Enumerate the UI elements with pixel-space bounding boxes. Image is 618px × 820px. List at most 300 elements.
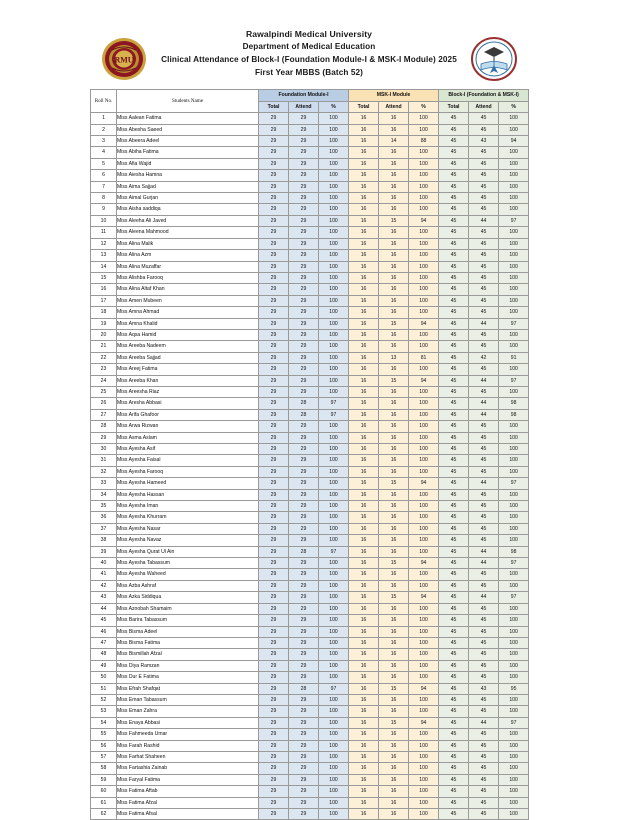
row-student-name: Miss Aimal Gurjan <box>117 193 259 204</box>
row-block-total: 45 <box>439 489 469 500</box>
attendance-table <box>90 89 529 820</box>
row-block-percent: 97 <box>499 478 529 489</box>
row-block-percent: 100 <box>499 626 529 637</box>
row-foundation-percent: 100 <box>319 250 349 261</box>
row-roll-no: 33 <box>91 478 117 489</box>
row-student-name: Miss Ayesha Nasar <box>117 523 259 534</box>
row-msk-percent: 100 <box>409 706 439 717</box>
row-foundation-total: 29 <box>259 523 289 534</box>
row-foundation-percent: 100 <box>319 489 349 500</box>
row-block-percent: 100 <box>499 466 529 477</box>
row-foundation-total: 29 <box>259 352 289 363</box>
table-row <box>91 238 529 249</box>
row-foundation-attend: 29 <box>289 729 319 740</box>
row-msk-percent: 100 <box>409 113 439 124</box>
row-block-percent: 100 <box>499 523 529 534</box>
row-foundation-total: 29 <box>259 284 289 295</box>
row-msk-total: 16 <box>349 569 379 580</box>
row-msk-attend: 16 <box>379 466 409 477</box>
row-roll-no: 28 <box>91 421 117 432</box>
row-msk-total: 16 <box>349 318 379 329</box>
row-foundation-total: 29 <box>259 660 289 671</box>
row-block-attend: 44 <box>469 478 499 489</box>
row-msk-percent: 100 <box>409 580 439 591</box>
row-msk-percent: 94 <box>409 683 439 694</box>
row-roll-no: 48 <box>91 649 117 660</box>
row-msk-total: 16 <box>349 774 379 785</box>
row-foundation-percent: 100 <box>319 786 349 797</box>
row-block-percent: 100 <box>499 124 529 135</box>
row-msk-total: 16 <box>349 421 379 432</box>
row-block-attend: 45 <box>469 637 499 648</box>
row-msk-percent: 94 <box>409 318 439 329</box>
row-foundation-percent: 100 <box>319 729 349 740</box>
row-block-attend: 45 <box>469 272 499 283</box>
row-block-percent: 97 <box>499 215 529 226</box>
row-msk-total: 16 <box>349 478 379 489</box>
row-msk-percent: 88 <box>409 136 439 147</box>
row-block-percent: 100 <box>499 238 529 249</box>
row-student-name: Miss Ayesha Hameed <box>117 478 259 489</box>
row-foundation-total: 29 <box>259 136 289 147</box>
row-student-name: Miss Fatima Aftab <box>117 786 259 797</box>
row-student-name: Miss Ayesha Qurat Ul Ain <box>117 546 259 557</box>
row-msk-attend: 16 <box>379 786 409 797</box>
table-row <box>91 626 529 637</box>
row-foundation-percent: 100 <box>319 774 349 785</box>
row-block-total: 45 <box>439 215 469 226</box>
row-block-attend: 45 <box>469 329 499 340</box>
row-foundation-attend: 29 <box>289 250 319 261</box>
row-msk-percent: 100 <box>409 398 439 409</box>
row-roll-no: 37 <box>91 523 117 534</box>
row-msk-attend: 16 <box>379 261 409 272</box>
batch-line: First Year MBBS (Batch 52) <box>254 67 363 77</box>
row-student-name: Miss Ayesha Hassan <box>117 489 259 500</box>
row-msk-attend: 16 <box>379 386 409 397</box>
dme-graduation-cap-book-logo-icon <box>468 34 520 84</box>
row-foundation-attend: 29 <box>289 660 319 671</box>
row-block-attend: 45 <box>469 809 499 820</box>
row-msk-percent: 100 <box>409 797 439 808</box>
row-msk-attend: 16 <box>379 398 409 409</box>
row-roll-no: 39 <box>91 546 117 557</box>
row-foundation-total: 29 <box>259 124 289 135</box>
row-msk-attend: 15 <box>379 215 409 226</box>
row-foundation-total: 29 <box>259 261 289 272</box>
row-msk-percent: 100 <box>409 455 439 466</box>
row-block-percent: 100 <box>499 272 529 283</box>
row-msk-attend: 16 <box>379 501 409 512</box>
row-foundation-attend: 29 <box>289 740 319 751</box>
row-block-attend: 42 <box>469 352 499 363</box>
row-block-attend: 44 <box>469 398 499 409</box>
row-student-name: Miss Amna Ahmad <box>117 307 259 318</box>
row-foundation-attend: 29 <box>289 592 319 603</box>
row-foundation-attend: 29 <box>289 797 319 808</box>
row-block-percent: 100 <box>499 603 529 614</box>
row-foundation-total: 29 <box>259 375 289 386</box>
row-msk-percent: 100 <box>409 626 439 637</box>
row-msk-percent: 100 <box>409 250 439 261</box>
row-msk-total: 16 <box>349 329 379 340</box>
table-row <box>91 158 529 169</box>
row-msk-total: 16 <box>349 729 379 740</box>
row-foundation-attend: 29 <box>289 717 319 728</box>
row-block-attend: 45 <box>469 204 499 215</box>
row-msk-attend: 16 <box>379 615 409 626</box>
row-msk-total: 16 <box>349 786 379 797</box>
row-msk-total: 16 <box>349 295 379 306</box>
row-foundation-total: 29 <box>259 215 289 226</box>
row-block-total: 45 <box>439 307 469 318</box>
row-foundation-percent: 100 <box>319 444 349 455</box>
row-foundation-total: 29 <box>259 238 289 249</box>
row-block-attend: 43 <box>469 136 499 147</box>
row-msk-percent: 100 <box>409 637 439 648</box>
row-msk-percent: 100 <box>409 546 439 557</box>
row-block-total: 45 <box>439 615 469 626</box>
row-block-total: 45 <box>439 341 469 352</box>
row-msk-total: 16 <box>349 649 379 660</box>
row-foundation-total: 29 <box>259 307 289 318</box>
row-block-total: 45 <box>439 318 469 329</box>
row-foundation-percent: 100 <box>319 215 349 226</box>
row-block-percent: 100 <box>499 729 529 740</box>
row-foundation-percent: 100 <box>319 512 349 523</box>
row-block-percent: 100 <box>499 193 529 204</box>
row-msk-attend: 16 <box>379 797 409 808</box>
table-row <box>91 569 529 580</box>
row-foundation-percent: 100 <box>319 569 349 580</box>
row-msk-percent: 100 <box>409 660 439 671</box>
row-roll-no: 62 <box>91 809 117 820</box>
row-foundation-total: 29 <box>259 272 289 283</box>
row-block-total: 45 <box>439 193 469 204</box>
row-msk-percent: 100 <box>409 181 439 192</box>
row-foundation-attend: 29 <box>289 501 319 512</box>
row-msk-total: 16 <box>349 261 379 272</box>
row-foundation-total: 29 <box>259 113 289 124</box>
row-foundation-percent: 100 <box>319 706 349 717</box>
row-msk-attend: 16 <box>379 603 409 614</box>
row-foundation-total: 29 <box>259 398 289 409</box>
row-roll-no: 47 <box>91 637 117 648</box>
row-msk-attend: 16 <box>379 512 409 523</box>
row-roll-no: 31 <box>91 455 117 466</box>
row-roll-no: 45 <box>91 615 117 626</box>
row-foundation-percent: 100 <box>319 455 349 466</box>
table-row <box>91 729 529 740</box>
row-foundation-total: 29 <box>259 341 289 352</box>
row-msk-percent: 100 <box>409 763 439 774</box>
table-row <box>91 649 529 660</box>
row-msk-attend: 16 <box>379 147 409 158</box>
table-row <box>91 558 529 569</box>
row-foundation-percent: 100 <box>319 341 349 352</box>
row-student-name: Miss Areej Fatima <box>117 364 259 375</box>
row-student-name: Miss Azoobah Shamaim <box>117 603 259 614</box>
row-block-attend: 45 <box>469 615 499 626</box>
organization-name: Rawalpindi Medical University <box>245 29 373 39</box>
row-msk-attend: 16 <box>379 238 409 249</box>
row-block-total: 45 <box>439 706 469 717</box>
row-msk-attend: 16 <box>379 204 409 215</box>
row-block-total: 45 <box>439 729 469 740</box>
row-foundation-percent: 100 <box>319 580 349 591</box>
row-student-name: Miss Fatima Afsal <box>117 809 259 820</box>
row-student-name: Miss Areeba Nadeem <box>117 341 259 352</box>
row-foundation-percent: 100 <box>319 307 349 318</box>
table-row <box>91 170 529 181</box>
row-msk-percent: 100 <box>409 466 439 477</box>
row-block-percent: 97 <box>499 558 529 569</box>
row-foundation-percent: 97 <box>319 398 349 409</box>
row-foundation-attend: 29 <box>289 204 319 215</box>
row-foundation-attend: 28 <box>289 683 319 694</box>
row-student-name: Miss Faryal Fatima <box>117 774 259 785</box>
row-foundation-attend: 29 <box>289 421 319 432</box>
row-block-percent: 100 <box>499 261 529 272</box>
row-foundation-total: 29 <box>259 250 289 261</box>
row-foundation-percent: 97 <box>319 683 349 694</box>
row-foundation-attend: 29 <box>289 809 319 820</box>
row-foundation-attend: 29 <box>289 786 319 797</box>
row-foundation-percent: 100 <box>319 352 349 363</box>
row-roll-no: 30 <box>91 444 117 455</box>
row-foundation-total: 29 <box>259 786 289 797</box>
row-block-percent: 95 <box>499 683 529 694</box>
row-msk-total: 16 <box>349 512 379 523</box>
row-foundation-total: 29 <box>259 295 289 306</box>
table-row <box>91 683 529 694</box>
row-msk-total: 16 <box>349 284 379 295</box>
row-foundation-total: 29 <box>259 626 289 637</box>
row-block-attend: 45 <box>469 124 499 135</box>
row-msk-percent: 100 <box>409 124 439 135</box>
row-block-total: 45 <box>439 284 469 295</box>
table-row <box>91 592 529 603</box>
row-msk-total: 16 <box>349 660 379 671</box>
row-student-name: Miss Azka Siddiqua <box>117 592 259 603</box>
row-roll-no: 1 <box>91 113 117 124</box>
row-msk-attend: 16 <box>379 295 409 306</box>
row-msk-percent: 100 <box>409 341 439 352</box>
row-roll-no: 24 <box>91 375 117 386</box>
row-msk-total: 16 <box>349 227 379 238</box>
row-msk-total: 16 <box>349 136 379 147</box>
table-row <box>91 603 529 614</box>
row-msk-attend: 16 <box>379 729 409 740</box>
row-roll-no: 8 <box>91 193 117 204</box>
row-student-name: Miss Ayesha Khurram <box>117 512 259 523</box>
row-roll-no: 56 <box>91 740 117 751</box>
row-roll-no: 61 <box>91 797 117 808</box>
table-row <box>91 284 529 295</box>
row-block-attend: 45 <box>469 341 499 352</box>
row-msk-percent: 100 <box>409 523 439 534</box>
row-foundation-attend: 29 <box>289 329 319 340</box>
row-foundation-attend: 29 <box>289 147 319 158</box>
table-row <box>91 272 529 283</box>
row-student-name: Miss Amna Khalid <box>117 318 259 329</box>
table-row <box>91 501 529 512</box>
row-block-percent: 100 <box>499 147 529 158</box>
table-row <box>91 307 529 318</box>
row-block-percent: 94 <box>499 136 529 147</box>
row-msk-attend: 16 <box>379 307 409 318</box>
row-block-attend: 44 <box>469 318 499 329</box>
row-student-name: Miss Alina Muzaffar <box>117 261 259 272</box>
row-student-name: Miss Areeba Khan <box>117 375 259 386</box>
row-msk-attend: 16 <box>379 444 409 455</box>
row-student-name: Miss Bisma Adeel <box>117 626 259 637</box>
row-foundation-total: 29 <box>259 580 289 591</box>
table-row <box>91 512 529 523</box>
row-msk-attend: 16 <box>379 706 409 717</box>
row-msk-attend: 13 <box>379 352 409 363</box>
table-row <box>91 694 529 705</box>
row-roll-no: 2 <box>91 124 117 135</box>
row-block-total: 45 <box>439 592 469 603</box>
row-foundation-total: 29 <box>259 683 289 694</box>
row-msk-total: 16 <box>349 341 379 352</box>
table-row <box>91 672 529 683</box>
row-block-total: 45 <box>439 580 469 591</box>
row-foundation-percent: 100 <box>319 501 349 512</box>
row-roll-no: 44 <box>91 603 117 614</box>
row-foundation-percent: 100 <box>319 797 349 808</box>
row-msk-attend: 16 <box>379 535 409 546</box>
row-block-total: 45 <box>439 352 469 363</box>
row-foundation-percent: 100 <box>319 751 349 762</box>
row-student-name: Miss Aisha saddiqa <box>117 204 259 215</box>
row-student-name: Miss Arwa Rizwan <box>117 421 259 432</box>
row-foundation-percent: 100 <box>319 181 349 192</box>
row-block-total: 45 <box>439 672 469 683</box>
row-roll-no: 32 <box>91 466 117 477</box>
row-block-percent: 100 <box>499 672 529 683</box>
row-msk-attend: 16 <box>379 455 409 466</box>
row-msk-total: 16 <box>349 466 379 477</box>
row-student-name: Miss Diya Ramzan <box>117 660 259 671</box>
row-block-total: 45 <box>439 466 469 477</box>
row-block-percent: 100 <box>499 181 529 192</box>
row-foundation-percent: 100 <box>319 375 349 386</box>
row-foundation-percent: 97 <box>319 409 349 420</box>
row-foundation-percent: 100 <box>319 523 349 534</box>
row-student-name: Miss Aresha Abbasi <box>117 398 259 409</box>
row-foundation-percent: 100 <box>319 626 349 637</box>
row-msk-total: 16 <box>349 501 379 512</box>
row-block-total: 45 <box>439 569 469 580</box>
row-block-total: 45 <box>439 558 469 569</box>
row-block-attend: 45 <box>469 694 499 705</box>
row-roll-no: 59 <box>91 774 117 785</box>
row-block-attend: 45 <box>469 284 499 295</box>
row-foundation-percent: 100 <box>319 272 349 283</box>
row-msk-total: 16 <box>349 170 379 181</box>
row-foundation-percent: 100 <box>319 660 349 671</box>
row-msk-total: 16 <box>349 580 379 591</box>
row-msk-percent: 81 <box>409 352 439 363</box>
row-student-name: Miss Areesha Riaz <box>117 386 259 397</box>
header-msk-total: Total <box>349 101 379 112</box>
row-foundation-percent: 100 <box>319 113 349 124</box>
header-students-name: Students Name <box>117 90 259 113</box>
row-block-total: 45 <box>439 364 469 375</box>
header-group-foundation: Foundation Module-I <box>259 90 349 101</box>
row-msk-total: 16 <box>349 364 379 375</box>
row-msk-percent: 94 <box>409 717 439 728</box>
row-foundation-total: 29 <box>259 615 289 626</box>
row-student-name: Miss Abesha Saeed <box>117 124 259 135</box>
row-roll-no: 60 <box>91 786 117 797</box>
row-block-percent: 100 <box>499 501 529 512</box>
row-foundation-attend: 29 <box>289 489 319 500</box>
row-msk-total: 16 <box>349 432 379 443</box>
table-row <box>91 455 529 466</box>
row-student-name: Miss Aima Sajjad <box>117 181 259 192</box>
row-foundation-total: 29 <box>259 204 289 215</box>
row-foundation-percent: 100 <box>319 740 349 751</box>
row-msk-total: 16 <box>349 193 379 204</box>
table-head <box>91 90 529 113</box>
row-msk-percent: 100 <box>409 649 439 660</box>
row-block-attend: 45 <box>469 444 499 455</box>
row-msk-total: 16 <box>349 717 379 728</box>
table-row <box>91 295 529 306</box>
row-roll-no: 42 <box>91 580 117 591</box>
row-foundation-attend: 28 <box>289 409 319 420</box>
row-msk-attend: 16 <box>379 364 409 375</box>
row-block-percent: 91 <box>499 352 529 363</box>
table-row <box>91 261 529 272</box>
table-row <box>91 432 529 443</box>
table-row <box>91 386 529 397</box>
row-student-name: Miss Ayesha Farooq <box>117 466 259 477</box>
row-msk-attend: 16 <box>379 181 409 192</box>
row-msk-attend: 14 <box>379 136 409 147</box>
table-row <box>91 147 529 158</box>
row-foundation-attend: 29 <box>289 352 319 363</box>
row-msk-percent: 100 <box>409 295 439 306</box>
row-foundation-attend: 28 <box>289 546 319 557</box>
row-foundation-total: 29 <box>259 193 289 204</box>
row-foundation-percent: 100 <box>319 466 349 477</box>
row-msk-total: 16 <box>349 158 379 169</box>
row-roll-no: 3 <box>91 136 117 147</box>
table-row <box>91 409 529 420</box>
row-foundation-attend: 29 <box>289 215 319 226</box>
row-block-total: 45 <box>439 329 469 340</box>
rmu-crest-logo-icon <box>98 34 150 84</box>
row-msk-percent: 100 <box>409 272 439 283</box>
row-msk-percent: 100 <box>409 147 439 158</box>
row-foundation-percent: 100 <box>319 329 349 340</box>
row-student-name: Miss Eman Tabassum <box>117 694 259 705</box>
row-msk-total: 16 <box>349 386 379 397</box>
row-foundation-total: 29 <box>259 546 289 557</box>
row-msk-total: 16 <box>349 637 379 648</box>
row-student-name: Miss Fahmeeda Umar <box>117 729 259 740</box>
row-msk-percent: 94 <box>409 215 439 226</box>
row-foundation-total: 29 <box>259 706 289 717</box>
row-roll-no: 54 <box>91 717 117 728</box>
row-student-name: Miss Alina Malik <box>117 238 259 249</box>
row-foundation-attend: 29 <box>289 763 319 774</box>
row-roll-no: 13 <box>91 250 117 261</box>
